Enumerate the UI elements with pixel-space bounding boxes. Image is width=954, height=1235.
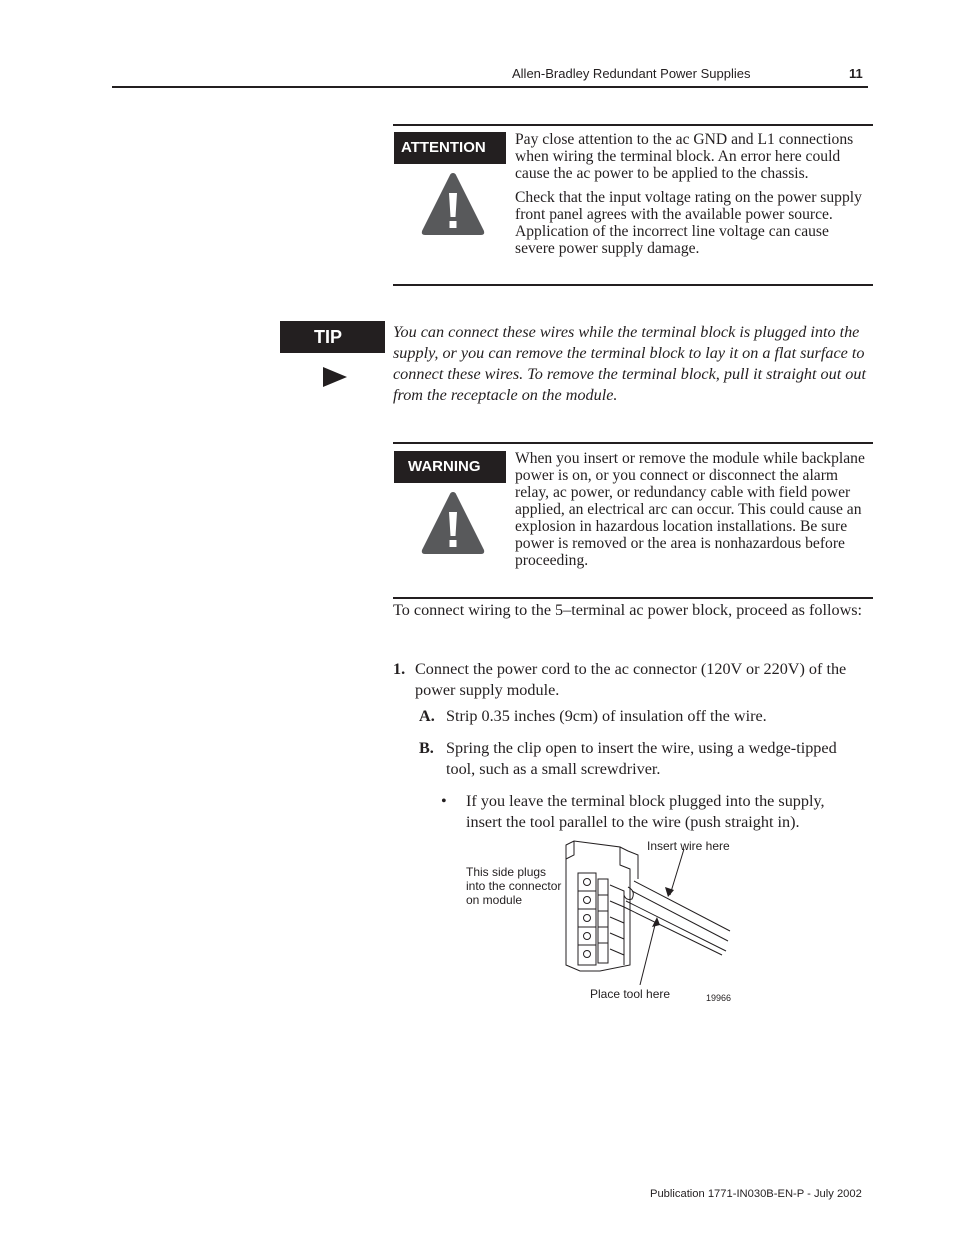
tip-text: You can connect these wires while the terminal block is plugged into the supply, or you can remove the terminal block to lay it on a flat surface to connect these wires. To remove the terminal block, pull it straight out out from the receptacle on the module.: [393, 323, 866, 404]
warning-label: WARNING: [394, 451, 506, 483]
tip-label: TIP: [280, 321, 385, 353]
attention-bottom-rule: [393, 284, 873, 286]
figure-label-plug-side: This side plugs into the connector on module: [466, 865, 562, 907]
running-header-title: Allen-Bradley Redundant Power Supplies: [512, 66, 751, 81]
step-b: [419, 738, 869, 780]
step-text: Spring the clip open to insert the wire, using a wedge-tipped tool, such as a small screwdriver.: [446, 739, 837, 778]
page-number: 11: [849, 66, 863, 81]
step-text: Connect the power cord to the ac connector (120V or 220V) of the power supply module.: [415, 660, 847, 699]
bullet-text: If you leave the terminal block plugged into the supply, insert the tool parallel to the wire (push straight in).: [466, 792, 825, 831]
warning-text: [515, 450, 870, 576]
intro-paragraph: To connect wiring to the 5–terminal ac power block, proceed as follows:: [393, 601, 863, 619]
publication-footer: Publication 1771-IN030B-EN-P - July 2002: [650, 1188, 862, 1200]
step-number: 1.: [393, 660, 406, 678]
bullet-item: [441, 791, 861, 833]
step-1: [393, 659, 863, 701]
bullet-dot: •: [441, 792, 447, 810]
warning-paragraph: When you insert or remove the module while backplane power is on, or you connect or disconnect the alarm relay, ac power, or redundancy cable with field power applied, an electrical arc can occur. This could cause an explosion in hazardous location installations. Be sure power is removed or the area is nonhazardous before proceeding.: [515, 450, 865, 569]
step-text: Strip 0.35 inches (9cm) of insulation off the wire.: [446, 707, 767, 725]
header-rule: [112, 86, 868, 88]
figure-label-place-tool: Place tool here: [590, 987, 671, 1001]
attention-label: ATTENTION: [394, 132, 506, 164]
figure-label-insert-wire: Insert wire here: [647, 839, 730, 853]
step-letter: A.: [419, 707, 435, 725]
warning-triangle-icon: [420, 490, 486, 555]
warning-top-rule: [393, 442, 873, 444]
warning-bottom-rule: [393, 597, 873, 599]
attention-paragraph: Pay close attention to the ac GND and L1 connections when wiring the terminal block. An error here could cause the ac power to be applied to the chassis.: [515, 131, 854, 182]
step-letter: B.: [419, 739, 434, 757]
attention-top-rule: [393, 124, 873, 126]
step-a: [419, 706, 869, 727]
terminal-block-illustration: [560, 835, 740, 985]
right-arrow-icon: [322, 366, 348, 388]
attention-text: [515, 131, 870, 264]
warning-triangle-icon: [420, 171, 486, 236]
attention-paragraph: Check that the input voltage rating on the power supply front panel agrees with the available power source. Application of the incorrect line voltage can cause severe power supply damage.: [515, 189, 862, 257]
figure-id: 19966: [706, 993, 732, 1003]
